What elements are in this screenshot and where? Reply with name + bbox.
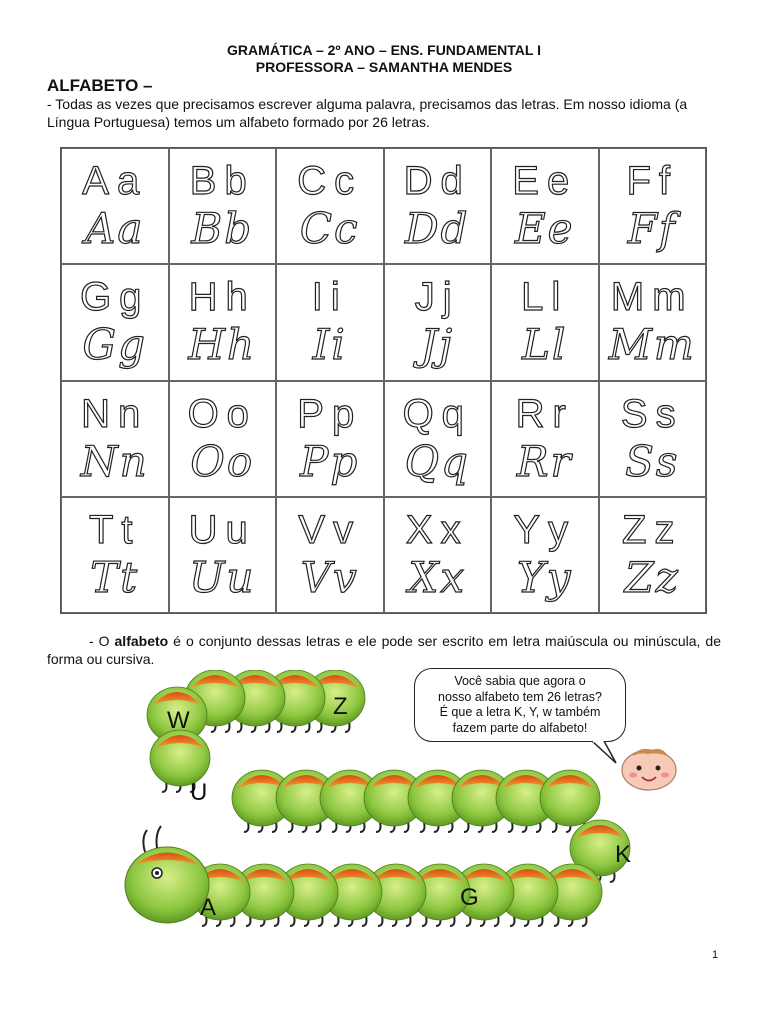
alphabet-cell (276, 148, 384, 264)
alphabet-grid (60, 147, 707, 614)
cursive-letters: Bb (191, 204, 254, 254)
cursive-letters: Ff (627, 204, 677, 254)
alphabet-cell (169, 148, 277, 264)
cursive-letters: Ll (522, 320, 568, 370)
alphabet-cell (599, 381, 707, 497)
print-letters: Vv (298, 507, 362, 552)
alphabet-cell (169, 497, 277, 613)
print-letters: Cc (297, 159, 363, 204)
cursive-letters: Nn (80, 436, 149, 486)
alphabet-cell (384, 264, 492, 380)
bubble-line-1: Você sabia que agora o (454, 674, 586, 688)
cursive-letters: Xx (408, 552, 467, 602)
cursive-letters: Hh (188, 320, 257, 370)
print-letters: Tt (88, 507, 141, 552)
alphabet-cell (61, 381, 169, 497)
alphabet-cell (491, 264, 599, 380)
cursive-letters: Dd (404, 204, 470, 254)
print-letters: Hh (188, 275, 256, 320)
caterpillar-head (125, 826, 209, 923)
cursive-letters: Ss (625, 436, 680, 486)
cursive-letters: Rr (516, 436, 573, 486)
cursive-letters: Vv (300, 552, 359, 602)
paragraph-suffix: é o conjunto dessas letras e ele pode ser escrito em letra maiúscula ou minúscula, de forma ou cursiva. (47, 633, 721, 667)
print-letters: Nn (81, 391, 149, 436)
cursive-letters: Mm (608, 320, 696, 370)
paragraph-prefix: - O (89, 633, 115, 649)
print-letters: Xx (405, 507, 469, 552)
caterpillar-letter: W (167, 707, 190, 734)
cursive-letters: Ii (312, 320, 347, 370)
bubble-line-2: nosso alfabeto tem 26 letras? (438, 689, 602, 704)
cursive-letters: Gg (82, 320, 147, 370)
print-letters: Qq (402, 391, 472, 436)
print-letters: Ll (521, 275, 569, 320)
alphabet-cell (599, 497, 707, 613)
section-title: ALFABETO – (47, 76, 153, 95)
alphabet-cell (61, 497, 169, 613)
alphabet-cell (384, 381, 492, 497)
cursive-letters: Oo (190, 436, 255, 486)
cursive-letters: Pp (300, 436, 360, 486)
paragraph-bold-word: alfabeto (114, 633, 169, 649)
print-letters: Pp (297, 391, 363, 436)
cursive-letters: Aa (85, 204, 145, 254)
alphabet-cell (169, 264, 277, 380)
print-letters: Ii (311, 275, 348, 320)
bubble-line-4: fazem parte do alfabeto! (452, 720, 588, 735)
alphabet-cell (491, 497, 599, 613)
alphabet-cell (276, 381, 384, 497)
caterpillar-letter: A (200, 894, 217, 921)
print-letters: Ee (512, 159, 578, 204)
alphabet-cell (276, 497, 384, 613)
print-letters: Gg (80, 275, 150, 320)
cursive-letters: Yy (517, 552, 573, 602)
print-letters: Ss (620, 391, 684, 436)
alphabet-cell (384, 148, 492, 264)
print-letters: Oo (187, 391, 257, 436)
child-face-icon (618, 744, 680, 792)
cursive-letters: Ee (514, 204, 575, 254)
caterpillar-letter: Z (333, 693, 348, 720)
header-line-2: PROFESSORA – SAMANTHA MENDES (255, 59, 513, 75)
print-letters: Yy (513, 507, 577, 552)
print-letters: Uu (188, 507, 256, 552)
print-letters: Mm (610, 275, 694, 320)
print-letters: Aa (82, 159, 148, 204)
alphabet-cell (599, 264, 707, 380)
alphabet-cell (599, 148, 707, 264)
cursive-letters: Qq (404, 436, 470, 486)
cursive-letters: Zz (624, 552, 680, 602)
alphabet-cell (491, 148, 599, 264)
print-letters: Dd (403, 159, 471, 204)
alphabet-cell (61, 264, 169, 380)
document-header (0, 42, 768, 76)
page-number: 1 (712, 949, 719, 961)
print-letters: Zz (622, 507, 683, 552)
alphabet-cell (384, 497, 492, 613)
print-letters: Rr (515, 391, 574, 436)
print-letters: Jj (414, 275, 460, 320)
cursive-letters: Tt (90, 552, 140, 602)
alphabet-paragraph (47, 632, 721, 668)
alphabet-cell (169, 381, 277, 497)
bubble-line-3: É que a letra K, Y, w também (439, 705, 601, 719)
cursive-letters: Cc (299, 204, 360, 254)
caterpillar-letter: U (190, 779, 208, 806)
alphabet-cell (276, 264, 384, 380)
cursive-letters: Uu (189, 552, 256, 602)
alphabet-cell (61, 148, 169, 264)
print-letters: Bb (189, 159, 255, 204)
alphabet-cell (491, 381, 599, 497)
print-letters: Ff (626, 159, 679, 204)
speech-bubble (414, 668, 626, 742)
caterpillar-letter: K (615, 841, 632, 868)
bubble-tail (590, 741, 620, 767)
header-line-1: GRAMÁTICA – 2º ANO – ENS. FUNDAMENTAL I (227, 42, 541, 58)
caterpillar-letter: G (460, 884, 479, 911)
intro-paragraph: - Todas as vezes que precisamos escrever alguma palavra, precisamos das letras. Em nosso idioma (a Língua Portuguesa) temos um alfabeto formado por 26 letras. (47, 96, 688, 130)
cursive-letters: Jj (420, 320, 455, 370)
